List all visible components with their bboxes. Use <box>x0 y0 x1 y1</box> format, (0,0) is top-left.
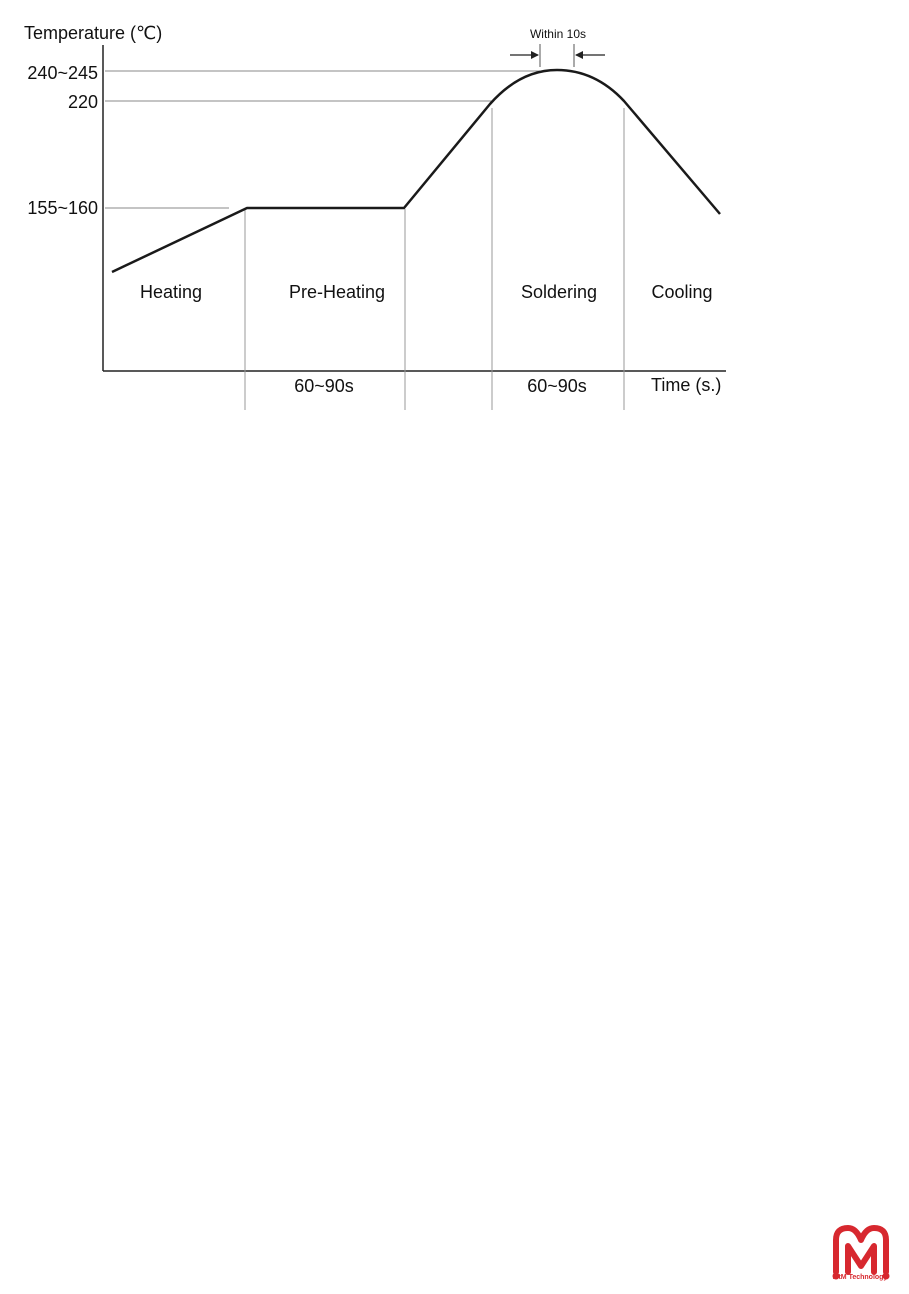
brand-name: MtM Technology <box>832 1274 888 1281</box>
profile-curve <box>112 70 720 272</box>
y-axis-title: Temperature (℃) <box>24 23 163 43</box>
x-axis-title: Time (s.) <box>651 375 722 395</box>
logo-mark <box>836 1228 886 1272</box>
duration-label-preheating: 60~90s <box>294 376 354 396</box>
y-tick-label: 155~160 <box>27 198 98 218</box>
peak-arrowhead-right <box>575 51 583 59</box>
reflow-profile-chart <box>0 0 909 420</box>
zone-label-soldering: Soldering <box>520 282 598 302</box>
duration-label-soldering: 60~90s <box>527 376 587 396</box>
zone-label-heating: Heating <box>139 282 203 302</box>
zone-label-cooling: Cooling <box>651 282 713 302</box>
zone-label-preheating: Pre-Heating <box>288 282 386 302</box>
y-tick-label: 240~245 <box>27 63 98 83</box>
peak-annotation-label: Within 10s <box>529 27 587 41</box>
peak-arrowhead-left <box>531 51 539 59</box>
y-tick-label: 220 <box>67 92 98 112</box>
